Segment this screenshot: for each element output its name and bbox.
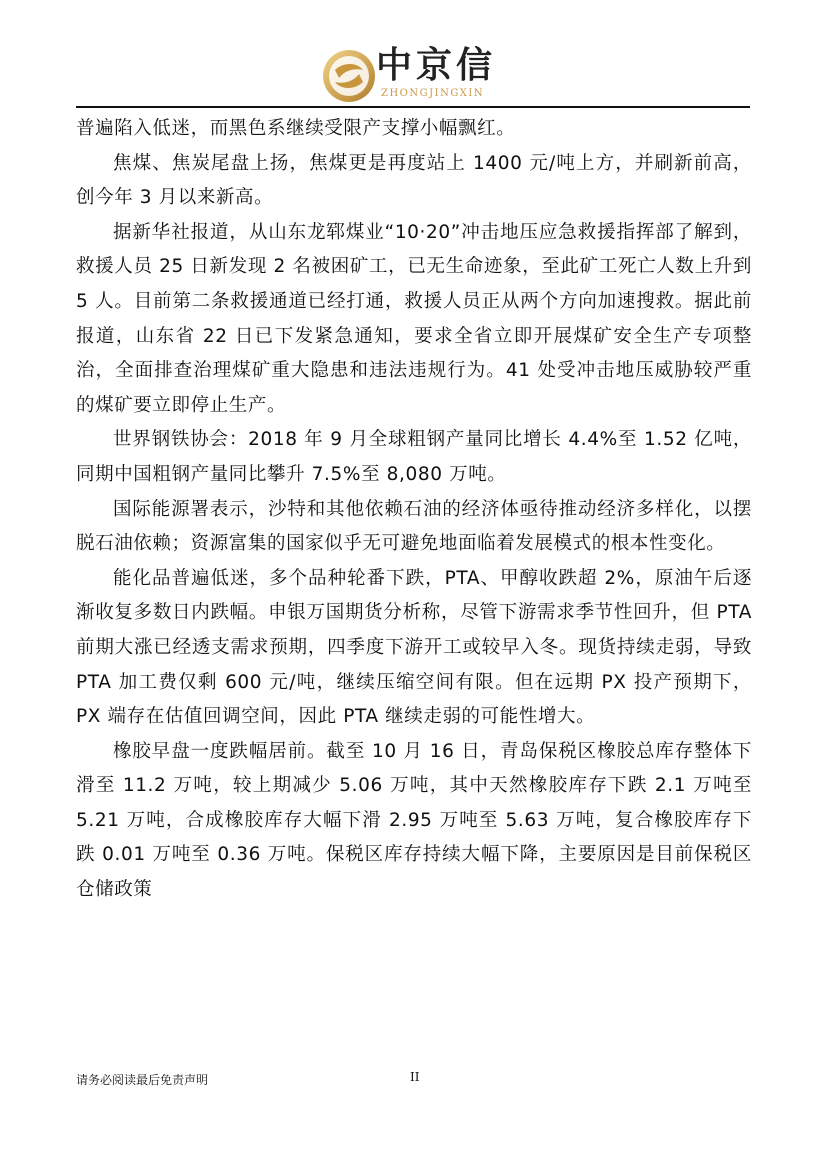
page-number: II: [410, 1070, 420, 1084]
paragraph: 据新华社报道，从山东龙郓煤业“10·20”冲击地压应急救援指挥部了解到，救援人员 25 日新发现 2 名被困矿工，已无生命迹象，至此矿工死亡人数上升到 5 人。目前第二条救援通道已经打通，救援人员正从两个方向加速搜救。据此前报道，山东省 22 日已下发紧急通知，要求全省立即开展煤矿安全生产专项整治，全面排查治理煤矿重大隐患和违法违规行为。41 处受冲击地压威胁较严重的煤矿要立即停止生产。: [76, 221, 752, 416]
disclaimer-note: 请务必阅读最后免责声明: [76, 1073, 209, 1087]
paragraph: 橡胶早盘一度跌幅居前。截至 10 月 16 日，青岛保税区橡胶总库存整体下滑至 11.2 万吨，较上期减少 5.06 万吨，其中天然橡胶库存下跌 2.1 万吨至 5.21 万吨，合成橡胶库存大幅下滑 2.95 万吨至 5.63 万吨，复合橡胶库存下跌 0.01 万吨至 0.36 万吨。保税区库存持续大幅下降，主要原因是目前保税区仓储政策: [76, 740, 752, 901]
article-body: [76, 112, 752, 908]
page-header: [0, 0, 827, 106]
paragraph: 普遍陷入低迷，而黑色系继续受限产支撑小幅飘红。: [76, 118, 516, 139]
paragraph: 焦煤、焦炭尾盘上扬，焦煤更是再度站上 1400 元/吨上方，并刷新前高，创今年 3 月以来新高。: [76, 152, 752, 209]
zhongjingxin-logo-icon: [321, 48, 377, 104]
brand-english-name: ZHONGJINGXIN: [381, 88, 485, 99]
header-divider: [76, 106, 750, 108]
paragraph: 世界钢铁协会：2018 年 9 月全球粗钢产量同比增长 4.4%至 1.52 亿吨，同期中国粗钢产量同比攀升 7.5%至 8,080 万吨。: [76, 429, 752, 485]
brand-name: 中京信: [376, 45, 497, 86]
paragraph: 国际能源署表示，沙特和其他依赖石油的经济体亟待推动经济多样化，以摆脱石油依赖；资源富集的国家似乎无可避免地面临着发展模式的根本性变化。: [76, 498, 752, 555]
paragraph: 能化品普遍低迷，多个品种轮番下跌，PTA、甲醇收跌超 2%，原油午后逐渐收复多数日内跌幅。申银万国期货分析称，尽管下游需求季节性回升，但 PTA 前期大涨已经透支需求预期，四季度下游开工或较早入冬。现货持续走弱，导致 PTA 加工费仅剩 600 元/吨，继续压缩空间有限。但在远期 PX 投产预期下，PX 端存在估值回调空间，因此 PTA 继续走弱的可能性增大。: [76, 567, 752, 728]
